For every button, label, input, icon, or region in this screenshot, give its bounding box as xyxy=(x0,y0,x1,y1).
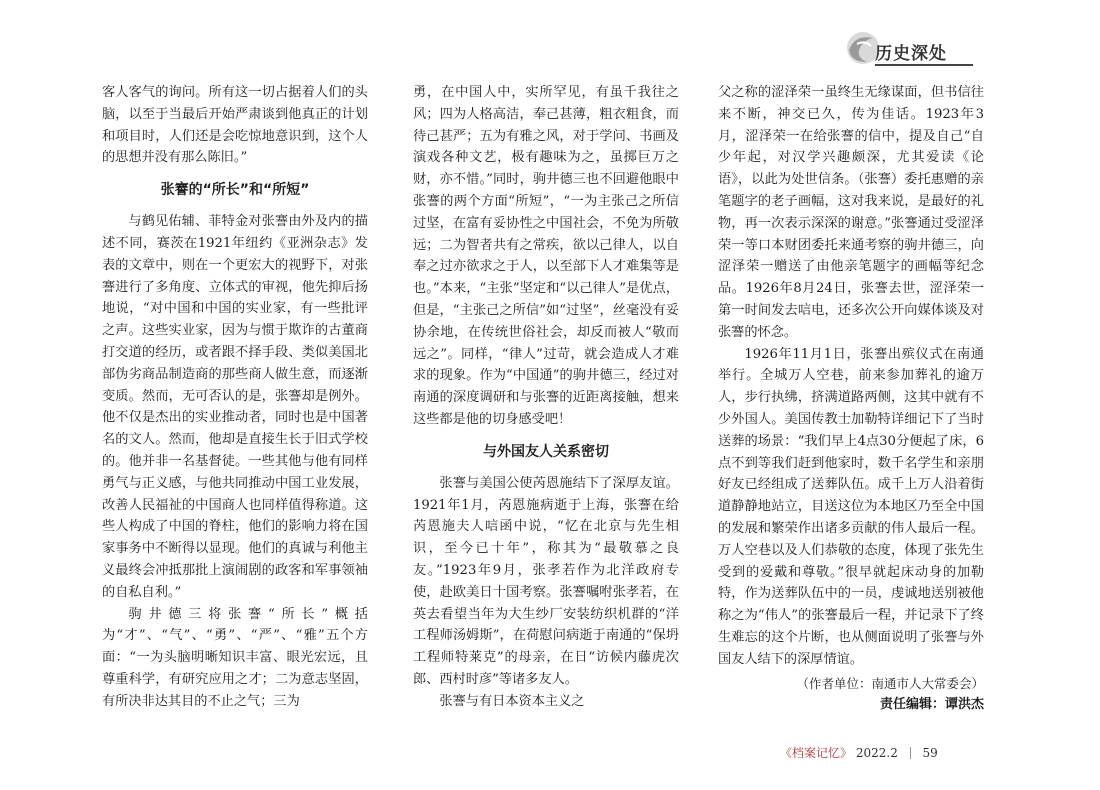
page-footer xyxy=(780,744,938,764)
issue-number: 2022.2 xyxy=(855,746,898,760)
paragraph: 与鹤见佑辅、菲特金对张謇由外及内的描述不同，赛茨在1921年纽约《亚洲杂志》发表的文章中，则在一个更宏大的视野下，对张謇进行了多角度、立体式的审视，他先抑后扬地说，“对中国和中国的实业家，有一些批评之声。这些实业家，因为与惯于欺诈的古董商打交道的经历，或者跟不择手段、类似美国北部伪劣商品制造商的那些商人做生意，而逐渐变质。然而，无可否认的是，张謇却是例外。他不仅是杰出的实业推动者，同时也是中国著名的文人。然而，他却是直接生长于旧式学校的。他并非一名基督徒。一些其他与他有同样勇气与正义感，与他共同推动中国工业发展，改善人民福祉的中国商人也同样值得称道。这些人构成了中国的脊柱，他们的影响力将在国家事务中不断得以显现。他们的真诚与利他主义最终会冲抵那批上演闹剧的政客和军事领袖的自私自利。” xyxy=(102,214,368,600)
responsible-editor: 责任编辑：谭洪杰 xyxy=(879,697,984,713)
section-emblem xyxy=(843,30,973,66)
magazine-name: 《档案记忆》 xyxy=(780,746,853,760)
paragraph: 张謇与有日本资本主义之 xyxy=(439,693,585,709)
paragraph: 张謇与美国公使芮恩施结下了深厚友谊。1921年1月，芮恩施病逝于上海，张謇在给芮恩施夫人唁函中说，“忆在北京与先生相识，至今已十年”，称其为“最敬慕之良友。”1923年9月，张孝若作为北洋政府专使，赴欧美日十国考察。张謇嘱咐张孝若，在英去看望当年为大生纱厂安装纺织机群的“洋工程师汤姆斯”，在荷慰问病逝于南通的“保坍工程师特莱克”的母亲，在日“访候内藤虎次郎、西村时彦”等诸多友人。 xyxy=(413,475,679,687)
paragraph: 1926年11月1日，张謇出殡仪式在南通举行。全城万人空巷，前来参加葬礼的逾万人，步行执绋，挤满道路两侧，这其中就有不少外国人。美国传教士加勒特详细记下了当时送葬的场景：“我们早上4点30分便起了床，6点不到等我们赶到他家时，数千名学生和亲朋好友已经组成了送葬队伍。成千上万人沿着街道静静地站立，目送这位为本地区乃至全中国的发展和繁荣作出诸多贡献的伟人最后一程。万人空巷以及人们恭敬的态度，体现了张先生受到的爱戴和尊敬。”很早就起床动身的加勒特，作为送葬队伍中的一员，虔诚地送别被他称之为“伟人”的张謇最后一程，并记录下了终生难忘的这个片断，也从侧面说明了张謇与外国友人结下的深厚情谊。 xyxy=(718,346,984,667)
paragraph: 驹井德三将张謇“所长”概括为“才”、“气”、“勇”、“严”、“雅”五个方面：“一为头脑明晰知识丰富、眼光宏远，且尊重科学，有研究应用之才；二为意志坚固，有所决非达其目的不止之气；三为 xyxy=(102,606,368,709)
author-affiliation: （作者单位：南通市人大常委会） xyxy=(796,675,984,691)
section-heading: 与外国友人关系密切 xyxy=(483,443,609,460)
column-2 xyxy=(413,82,679,713)
paragraph: 勇，在中国人中，实所罕见，有虽千我往之风；四为人格高洁，奉己甚薄，粗衣粗食，而待己甚严；五为有雅之风，对于学问、书画及演戏各种文艺，极有趣味为之，虽掷巨万之财，亦不惜。”同时，驹井德三也不回避他眼中张謇的两个方面“所短”，“一为主张己之所信过坚，在富有妥协性之中国社会，不免为所敬远；二为智者共有之常疾，欲以己律人，以自奉之过亦欲求之于人，以至部下人才难集等是也。”本来，“主张”坚定和“以己律人”是优点，但是，“主张己之所信”如“过坚”，丝毫没有妥协余地，在传统世俗社会，却反而被人“敬而远之”。同样，“律人”过苛，就会造成人才难求的现象。作为“中国通”的驹井德三，经过对南通的深度调研和与张謇的近距离接触，想来这些都是他的切身感受吧！ xyxy=(413,85,679,427)
paragraph: 父之称的涩泽荣一虽终生无缘谋面，但书信往来不断，神交已久，传为佳话。1923年3月，涩泽荣一在给张謇的信中，提及自己“自少年起，对汉学兴趣颇深，尤其爱读《论语》，以此为处世信条。（张謇）委托惠赠的亲笔题字的老子画幅，这对我来说，是最好的礼物，再一次表示深深的谢意。”张謇通过受涩泽荣一等口本财团委托来通考察的驹井德三，向涩泽荣一赠送了由他亲笔题字的画幅等纪念品。1926年8月24日，张謇去世，涩泽荣一第一时间发去唁电，还多次公开向媒体谈及对张謇的怀念。 xyxy=(718,85,984,340)
footer-divider xyxy=(910,747,911,759)
page-number: 59 xyxy=(922,746,938,760)
header-rule xyxy=(875,64,973,66)
section-heading: 张謇的“所长”和“所短” xyxy=(160,182,310,199)
section-title: 历史深处 xyxy=(875,44,947,64)
column-3 xyxy=(718,82,984,716)
column-1 xyxy=(102,82,368,713)
paragraph: 客人客气的询问。所有这一切占据着人们的头脑，以至于当最后开始严肃谈到他真正的计划和项目时，人们还是会吃惊地意识到，这个人的思想并没有那么陈旧。” xyxy=(102,85,368,166)
